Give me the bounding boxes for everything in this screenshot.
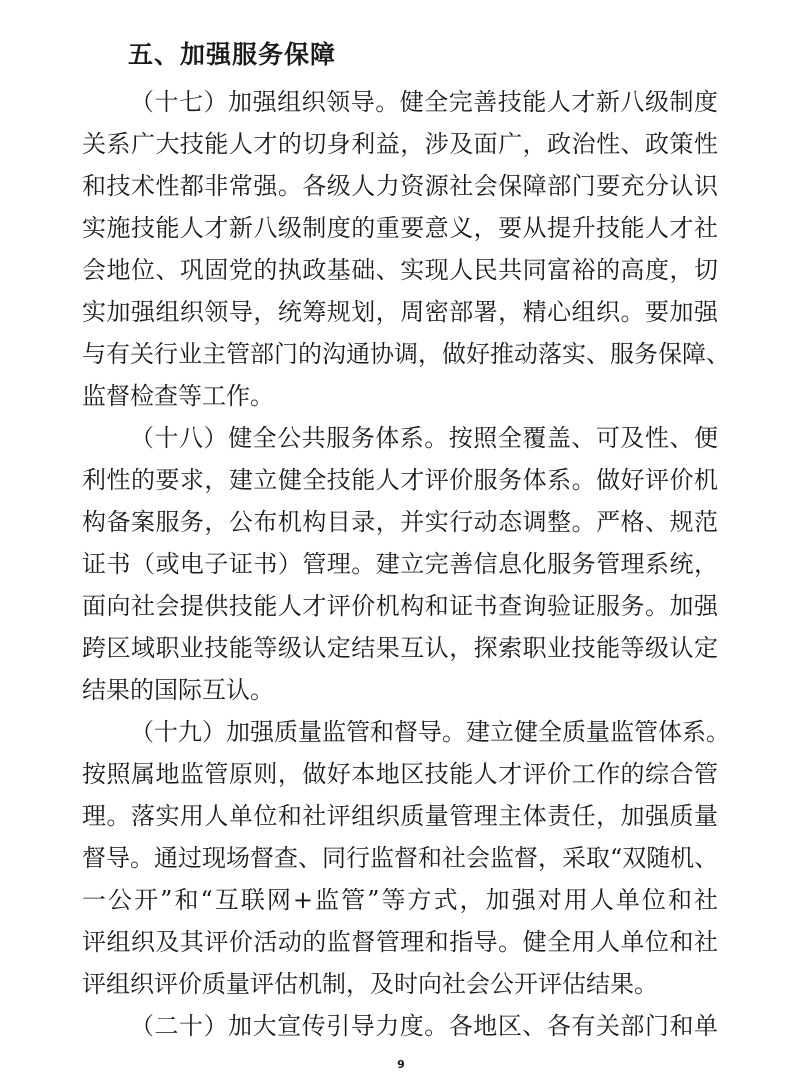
- paragraph-1-line: 实施技能人才新八级制度的重要意义，要从提升技能人才社: [82, 214, 718, 242]
- page-number: 9: [397, 1058, 405, 1071]
- paragraph-1-line: 关系广大技能人才的切身利益，涉及面广，政治性、政策性: [82, 130, 718, 158]
- paragraph-2-line: 证书（或电子证书）管理。建立完善信息化服务管理系统，: [82, 550, 718, 578]
- paragraph-3-line: 评组织评价质量评估机制，及时向社会公开评估结果。: [82, 970, 658, 998]
- paragraph-3-line: （十九）加强质量监管和督导。建立健全质量监管体系。: [130, 718, 730, 746]
- paragraph-3-line: 督导。通过现场督查、同行监督和社会监督，采取“双随机、: [82, 844, 719, 872]
- paragraph-1-line: 实加强组织领导，统筹规划，周密部署，精心组织。要加强: [82, 298, 718, 326]
- section-heading: 五、加强服务保障: [128, 40, 337, 69]
- paragraph-3-line: 理。落实用人单位和社评组织质量管理主体责任，加强质量: [82, 802, 718, 830]
- paragraph-1-line: 会地位、巩固党的执政基础、实现人民共同富裕的高度，切: [82, 256, 718, 284]
- paragraph-2-line: 结果的国际互认。: [82, 676, 274, 704]
- paragraph-1-line: 和技术性都非常强。各级人力资源社会保障部门要充分认识: [82, 172, 718, 200]
- paragraph-1-line: 监督检查等工作。: [82, 382, 274, 410]
- paragraph-2-line: 构备案服务，公布机构目录，并实行动态调整。严格、规范: [82, 508, 718, 536]
- paragraph-3-line: 按照属地监管原则，做好本地区技能人才评价工作的综合管: [82, 760, 718, 788]
- paragraph-2-line: 跨区域职业技能等级认定结果互认，探索职业技能等级认定: [82, 634, 718, 662]
- paragraph-4-line: （二十）加大宣传引导力度。各地区、各有关部门和单: [130, 1012, 718, 1040]
- paragraph-2-line: 面向社会提供技能人才评价机构和证书查询验证服务。加强: [82, 592, 718, 620]
- paragraph-3-line: 评组织及其评价活动的监督管理和指导。健全用人单位和社: [82, 928, 718, 956]
- paragraph-2-line: （十八）健全公共服务体系。按照全覆盖、可及性、便: [130, 424, 718, 452]
- paragraph-3-line: 一公开”和“互联网+监管”等方式，加强对用人单位和社: [82, 886, 718, 914]
- paragraph-1-line: 与有关行业主管部门的沟通协调，做好推动落实、服务保障、: [82, 340, 730, 368]
- paragraph-1-line: （十七）加强组织领导。健全完善技能人才新八级制度: [130, 88, 718, 116]
- paragraph-2-line: 利性的要求，建立健全技能人才评价服务体系。做好评价机: [82, 466, 718, 494]
